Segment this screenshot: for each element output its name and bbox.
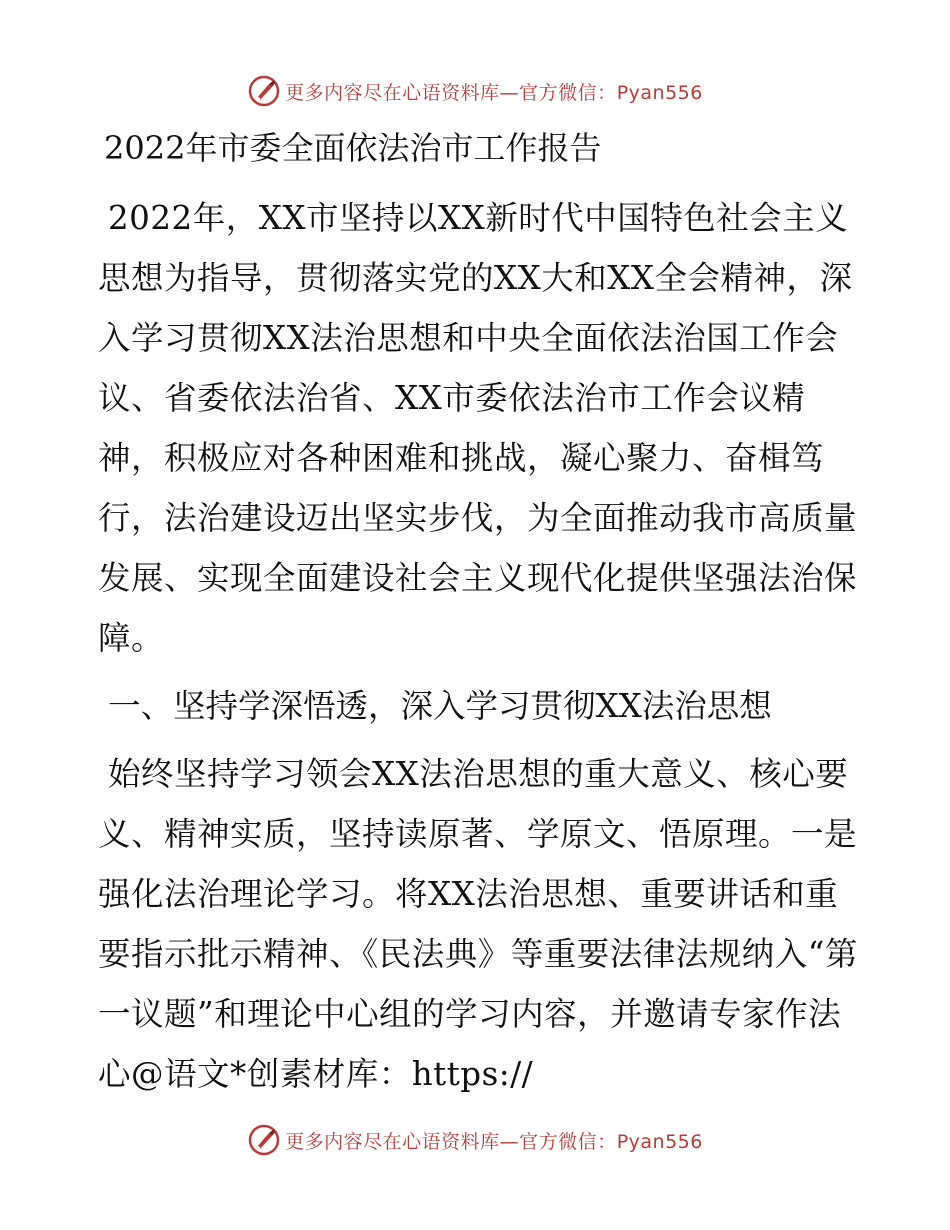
document-body: [98, 120, 858, 1112]
intro-paragraph: 2022年，XX市坚持以XX新时代中国特色社会主义思想为指导，贯彻落实党的XX大和XX全会精神，深入学习贯彻XX法治思想和中央全面依法治国工作会议、省委依法治省、XX市委依法治市工作会议精神，积极应对各种困难和挑战，凝心聚力、奋楫笃行，法治建设迈出坚实步伐，为全面推动我市高质量发展、实现全面建设社会主义现代化提供坚强法治保障。: [98, 199, 858, 657]
document-title: 2022年市委全面依法治市工作报告: [104, 129, 602, 167]
watermark-text: [285, 78, 703, 105]
watermark-contact-label: 官方微信：: [519, 81, 617, 104]
watermark-contact-id: Pyan556: [616, 81, 703, 104]
watermark-contact-label: 官方微信：: [519, 1130, 617, 1153]
watermark-main-text: 更多内容尽在心语资料库: [285, 1130, 500, 1153]
watermark-banner-bottom: [0, 1120, 950, 1160]
watermark-main-text: 更多内容尽在心语资料库: [285, 81, 500, 104]
section-heading: 一、坚持学深悟透，深入学习贯彻XX法治思想: [108, 687, 772, 725]
watermark-banner-top: [0, 71, 950, 111]
watermark-separator: —: [499, 81, 520, 104]
section-paragraph: 始终坚持学习领会XX法治思想的重大意义、核心要义、精神实质，坚持读原著、学原文、悟原理。一是强化法治理论学习。将XX法治思想、重要讲话和重要指示批示精神、《民法典》等重要法律法规纳入“第一议题”和理论中心组的学习内容，并邀请专家作法心@语文*创素材库：https://: [98, 755, 858, 1093]
watermark-text: [285, 1127, 703, 1154]
quill-pen-logo-icon: [247, 1123, 281, 1157]
watermark-contact-id: Pyan556: [616, 1130, 703, 1153]
watermark-separator: —: [499, 1130, 520, 1153]
quill-pen-logo-icon: [247, 74, 281, 108]
